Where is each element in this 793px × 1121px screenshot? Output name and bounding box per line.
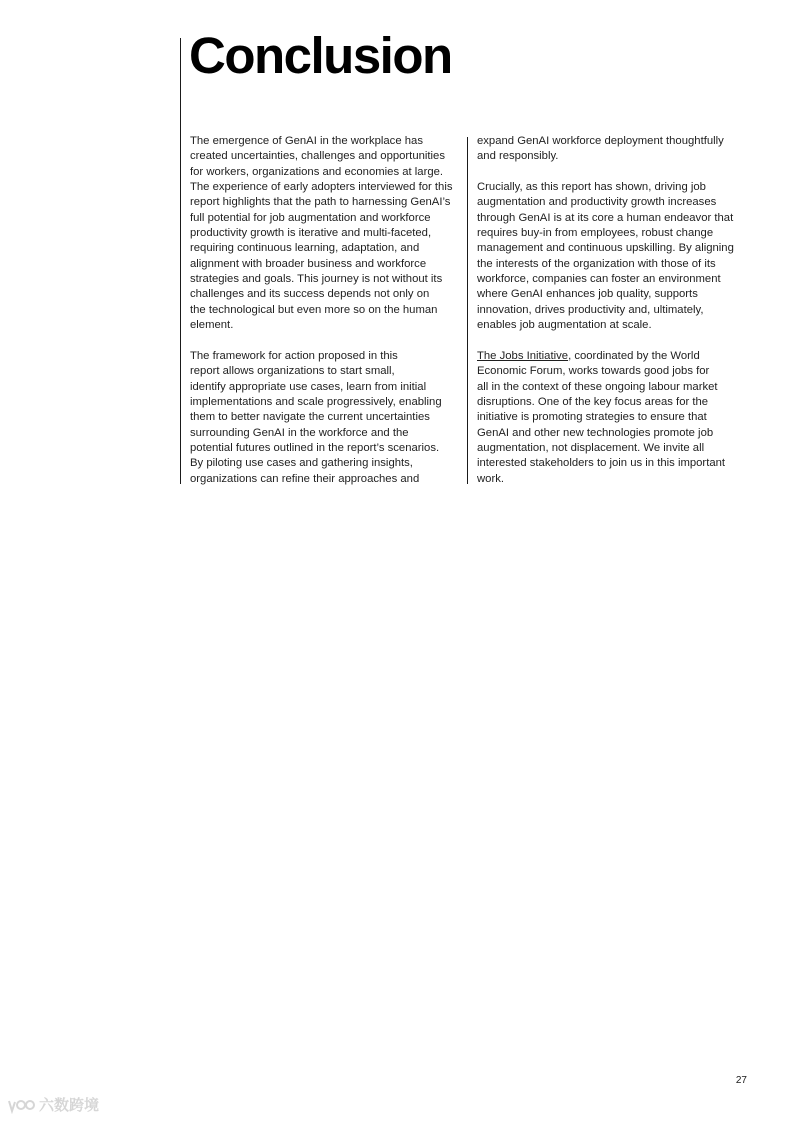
text-line: requires buy-in from employees, robust change <box>477 227 714 240</box>
title-vertical-rule <box>180 38 181 484</box>
text-line: through GenAI is at its core a human endeavor that <box>477 211 734 224</box>
text-line: The experience of early adopters interviewed for this <box>190 181 453 194</box>
text-line: surrounding GenAI in the workforce and the <box>190 426 409 439</box>
text-line: and responsibly. <box>477 150 559 163</box>
paragraph-emergence <box>190 134 462 333</box>
right-column <box>477 134 747 502</box>
text-line <box>477 349 747 364</box>
watermark-text: 六数跨境 <box>39 1097 100 1114</box>
text-fragment: , coordinated by the World <box>568 349 700 362</box>
text-line: alignment with broader business and workforce <box>190 257 427 270</box>
text-line: element. <box>190 319 234 332</box>
jobs-initiative-link[interactable]: The Jobs Initiative <box>477 349 569 362</box>
text-line: enables job augmentation at scale. <box>477 319 652 332</box>
text-line: them to better navigate the current uncertainties <box>190 411 430 424</box>
text-line: productivity growth is iterative and multi-faceted, <box>190 227 432 240</box>
text-line: potential futures outlined in the report’s scenarios. <box>190 441 440 454</box>
text-line: Crucially, as this report has shown, driving job <box>477 181 706 194</box>
text-line: Economic Forum, works towards good jobs for <box>477 365 710 378</box>
text-line: full potential for job augmentation and workforce <box>190 211 431 224</box>
text-line: The framework for action proposed in this <box>190 349 398 362</box>
text-line: augmentation, not displacement. We invite all <box>477 441 705 454</box>
text-line: report allows organizations to start small, <box>190 365 395 378</box>
text-line: requiring continuous learning, adaptation, and <box>190 242 420 255</box>
paragraph-framework <box>190 349 462 487</box>
paragraph-jobs-initiative <box>477 349 747 487</box>
text-line: GenAI and other new technologies promote job <box>477 426 714 439</box>
watermark-logo-icon <box>6 1098 36 1114</box>
text-line: implementations and scale progressively, enabling <box>190 395 442 408</box>
text-line: strategies and goals. This journey is not without its <box>190 273 443 286</box>
watermark <box>6 1094 99 1115</box>
text-line: identify appropriate use cases, learn from initial <box>190 380 427 393</box>
text-line: where GenAI enhances job quality, supports <box>477 288 698 301</box>
text-line: The emergence of GenAI in the workplace has <box>190 135 423 147</box>
text-line: organizations can refine their approaches and <box>190 472 420 485</box>
text-line: augmentation and productivity growth increases <box>477 196 717 209</box>
text-line: work. <box>477 472 504 485</box>
text-line: the technological but even more so on the human <box>190 303 438 316</box>
text-line: challenges and its success depends not only on <box>190 288 430 301</box>
page-number: 27 <box>735 1075 747 1086</box>
text-line: for workers, organizations and economies at large. <box>190 165 444 178</box>
text-line: By piloting use cases and gathering insights, <box>190 457 413 470</box>
column-vertical-rule <box>467 137 468 484</box>
text-line: interested stakeholders to join us in this important <box>477 457 726 470</box>
text-line: all in the context of these ongoing labour market <box>477 380 718 393</box>
text-line: disruptions. One of the key focus areas for the <box>477 395 709 408</box>
page-title: Conclusion <box>189 27 452 84</box>
paragraph-continuation <box>477 134 747 165</box>
text-line: expand GenAI workforce deployment thoughtfully <box>477 135 724 147</box>
text-line: innovation, drives productivity and, ultimately, <box>477 303 704 316</box>
left-column <box>190 134 462 502</box>
text-line: report highlights that the path to harnessing GenAI’s <box>190 196 451 209</box>
text-line: the interests of the organization with those of its <box>477 257 716 270</box>
text-line: management and continuous upskilling. By aligning <box>477 242 734 255</box>
paragraph-crucially <box>477 180 747 333</box>
text-line: workforce, companies can foster an environment <box>477 273 721 286</box>
text-line: initiative is promoting strategies to ensure that <box>477 411 707 424</box>
text-line: created uncertainties, challenges and opportunities <box>190 150 445 163</box>
